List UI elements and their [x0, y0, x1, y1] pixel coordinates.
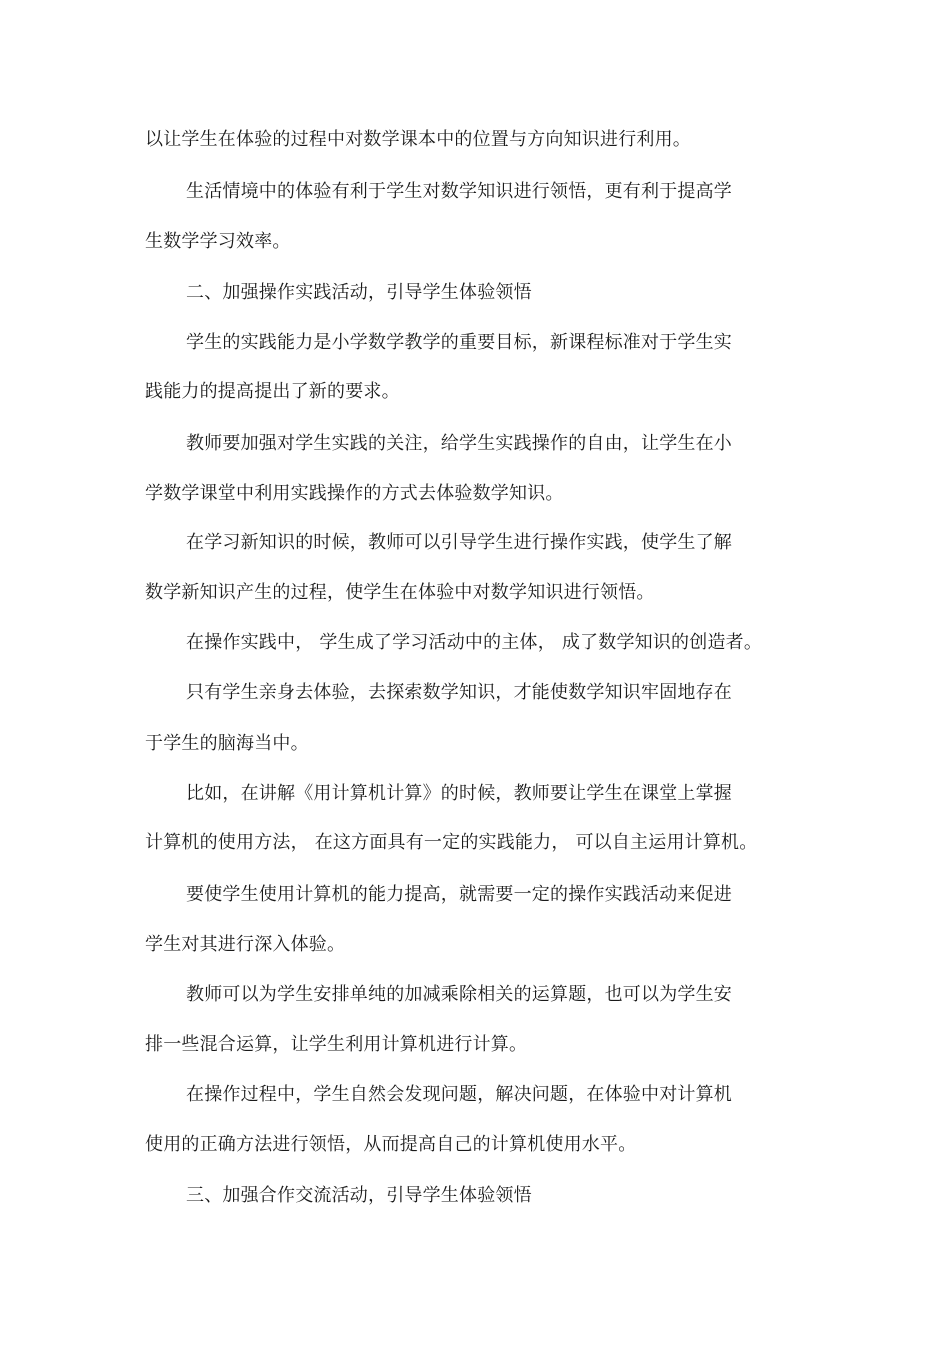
paragraph-line: 只有学生亲身去体验，去探索数学知识，才能使数学知识牢固地存在 — [186, 682, 732, 703]
paragraph-line: 学生对其进行深入体验。 — [145, 934, 346, 955]
paragraph-line: 在操作实践中， 学生成了学习活动中的主体， 成了数学知识的创造者。 — [186, 632, 763, 653]
paragraph-line: 学数学课堂中利用实践操作的方式去体验数学知识。 — [145, 483, 564, 504]
paragraph-line: 生活情境中的体验有利于学生对数学知识进行领悟，更有利于提高学 — [186, 181, 732, 202]
paragraph-line: 生数学学习效率。 — [145, 231, 291, 252]
paragraph-line: 使用的正确方法进行领悟，从而提高自己的计算机使用水平。 — [145, 1134, 637, 1155]
paragraph-line: 于学生的脑海当中。 — [145, 733, 309, 754]
paragraph-line: 学生的实践能力是小学数学教学的重要目标，新课程标准对于学生实 — [186, 332, 732, 353]
paragraph-line: 在操作过程中，学生自然会发现问题，解决问题，在体验中对计算机 — [186, 1084, 732, 1105]
paragraph-line: 践能力的提高提出了新的要求。 — [145, 381, 400, 402]
section-heading: 二、加强操作实践活动，引导学生体验领悟 — [186, 282, 532, 303]
paragraph-line: 比如，在讲解《用计算机计算》的时候，教师要让学生在课堂上掌握 — [186, 783, 732, 804]
paragraph-line: 要使学生使用计算机的能力提高，就需要一定的操作实践活动来促进 — [186, 884, 732, 905]
section-heading: 三、加强合作交流活动，引导学生体验领悟 — [186, 1185, 532, 1206]
paragraph-line: 教师要加强对学生实践的关注，给学生实践操作的自由，让学生在小 — [186, 433, 732, 454]
paragraph-line: 以让学生在体验的过程中对数学课本中的位置与方向知识进行利用。 — [145, 129, 691, 150]
paragraph-line: 排一些混合运算，让学生利用计算机进行计算。 — [145, 1034, 528, 1055]
paragraph-line: 在学习新知识的时候，教师可以引导学生进行操作实践，使学生了解 — [186, 532, 732, 553]
paragraph-line: 数学新知识产生的过程，使学生在体验中对数学知识进行领悟。 — [145, 582, 655, 603]
paragraph-line: 教师可以为学生安排单纯的加减乘除相关的运算题，也可以为学生安 — [186, 984, 732, 1005]
paragraph-line: 计算机的使用方法， 在这方面具有一定的实践能力， 可以自主运用计算机。 — [145, 832, 758, 853]
